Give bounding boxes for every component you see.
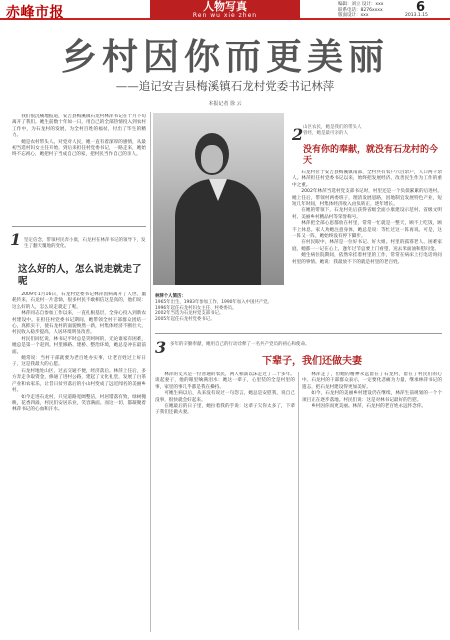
editor-info-line: 版面设计：xxx: [338, 13, 369, 18]
profile-line: 1965年出生，1983年参加工作，1990年加入中国共产党。: [155, 299, 272, 305]
byline: 本报记者 徐 云: [208, 101, 242, 107]
newspaper-logo: 赤峰市报: [6, 5, 64, 21]
intro-paragraph: 我们很沉痛地报道，安吉县梅溪镇石龙村林萍书记在十月下旬离开了我们。她生前数十年如一日，用自己的全部热情投入到农村工作中，为石龙村的发展，为全村百姓的福祉，付出了毕生的精力。: [12, 114, 146, 139]
editor-info: [338, 2, 383, 19]
divider: [12, 226, 146, 227]
section1-body: [12, 292, 146, 632]
section2-body: [292, 170, 442, 328]
section2-intro-line: 山区农民，她是我们的带头人: [303, 125, 362, 130]
body-paragraph: 在村民眼中，林萍是一位好书记、好大姐。村里的孤寡老人、困难家庭，她都一一记在心上，逢年过节总要上门看望，送去米面油和慰问金。: [292, 240, 442, 252]
intro-column: [12, 114, 146, 222]
portrait-photo: [153, 113, 284, 285]
body-paragraph: 可她生病以后，从来没有说过一句怨言。她总是安慰我，说自己没事，很快就会好起来。: [155, 391, 295, 403]
section3-intro: 多年的辛勤奉献，她用自己的行动诠释了一名共产党员的初心和使命。: [170, 342, 310, 347]
intro-paragraph: 她是农村带头人。对党对人民，她一直有着深厚的感情，从最初当选村妇女主任开始，到后来担任村党委书记，一路走来，她始终不忘初心，她把村子当成自己的家，把村民当作自己的亲人。: [12, 139, 146, 158]
section2-intro-line: 曾经，她是最可亲的人: [303, 130, 348, 136]
profile-line: 2005年起任石龙村党委书记。: [155, 317, 215, 323]
body-paragraph: 林萍走了，但她的精神永远留在了石龙村，留在了村民们的心中。石龙村的干部群众表示，一定要化悲痛为力量，继承林萍书记的遗志，把石龙村建设得更加美好。: [302, 372, 442, 390]
section-title: 人物写真: [203, 0, 247, 13]
section2-heading: 没有你的奉献，就没有石龙村的今天: [303, 145, 439, 166]
body-paragraph: 如今走进石龙村，只见道路宽阔整洁，村居错落有致，绿树掩映，花香四溢，村民们安居乐业，笑容满面。而这一切，都凝聚着林萍书记的心血和汗水。: [12, 394, 146, 413]
column-divider: [298, 372, 299, 630]
profile-line: 2002年当选为石龙村党支部书记。: [155, 311, 224, 317]
issue-date: 2013.1.15: [405, 13, 428, 18]
body-paragraph: 2002年林萍当选村党支部书记时，村里还是一个负债累累的后进村。她上任后，带领村两委班子，理清发展思路，因地制宜发展特色产业，短短几年时间，村集体经济收入由负转正，逐年增长。: [292, 189, 442, 208]
body-paragraph: 在她的带领下，石龙村先后获得省级全面小康建设示范村、省级文明村、美丽乡村精品村等荣誉称号。: [292, 208, 442, 220]
section-banner: [150, 0, 300, 20]
article-title: 乡村因你而更美丽: [60, 36, 389, 78]
body-paragraph: 如今，石龙村的美丽乡村建设仍在继续，林萍生前规划的一个个项目正在逐步落地。村民们说：这是对林书记最好的告慰。: [302, 391, 442, 403]
profile-line: 1996年起任石龙村妇女主任、村委委员。: [155, 305, 237, 311]
body-paragraph: 林萍同志自参加工作以来，一直扎根基层，全身心投入到新农村建设中。在担任村党委书记期间，她带领全村干部群众团结一心，真抓实干，使石龙村的面貌焕然一新，村集体经济不断壮大，村民收入稳步提高，人居环境明显改善。: [12, 311, 146, 336]
article-subtitle: ——追记安吉县梅溪镇石龙村党委书记林萍: [115, 79, 335, 93]
body-paragraph: 林萍的丈夫是一位普通的农民，两人相濡以沫走过了二十多年。谈起妻子，他的眼里噙满泪水：她这一辈子，心里装的全是村里的事，家里的事几乎都是我在操持。: [155, 372, 295, 390]
body-paragraph: 她生病住院期间，依然牵挂着村里的工作，常常在病床上打电话询问村里的事情。她说：我最放不下的就是村里的老百姓。: [292, 253, 442, 265]
profile-title: 林萍个人简历：: [155, 294, 186, 299]
section1-intro: 坚定信念，带领村民奔小康，石龙村在林萍书记的领导下，发生了翻天覆地的变化。: [24, 238, 146, 249]
section-number-3: 3: [155, 338, 167, 357]
page-number: 6: [416, 0, 426, 15]
body-paragraph: 乡村因你而更美丽。林萍，石龙村的老百姓永远怀念你。: [311, 404, 427, 410]
section2-intro: [303, 125, 362, 136]
editor-info-line: 联系电话：8276xxxx: [338, 7, 383, 13]
section1-heading: 这么好的人，怎么说走就走了呢: [18, 264, 142, 287]
column-divider: [150, 112, 151, 632]
profile-box: [155, 294, 290, 324]
body-paragraph: 在她最后的日子里，她拉着我的手说：这辈子欠你太多了，下辈子我们还做夫妻。: [155, 404, 295, 416]
body-paragraph: 石龙村位于安吉县梅溪镇南部，全村共有农户六百余户，人口两千余人。林萍担任村党委书记以来，始终把发展经济、改善民生作为工作的重中之重。: [292, 170, 442, 188]
section-number-2: 2: [292, 125, 304, 144]
section3-heading: 下辈子，我们还做夫妻: [262, 356, 362, 367]
editor-info-line: 编辑：刘立 设计：xxx: [338, 2, 384, 7]
body-paragraph: 2009年1月16日，石龙村党委书记林萍因病离开了人世。噩耗传来，石龙村一片悲恸，很多村民不敢相信这是真的，他们说：这么好的人，怎么说走就走了呢。: [12, 292, 146, 310]
divider: [155, 333, 442, 334]
section-number-1: 1: [10, 230, 22, 249]
section3-body-left: [155, 372, 295, 632]
body-paragraph: 她常说：当村干部就要为老百姓办实事，让老百姓过上好日子，这是我最大的心愿。: [12, 356, 146, 368]
section-pinyin: Ren wu xie zhen: [192, 12, 258, 19]
body-paragraph: 石龙村地处山区，过去交通不便，经济落后。林萍上任后，多方奔走争取资金，修通了进村公路，建起了文化礼堂，发展了白茶产业和农家乐，让昔日贫穷落后的小山村变成了远近闻名的美丽乡村。: [12, 368, 146, 394]
body-paragraph: 林萍把全部心思都放在村里，常常一忙就是一整天，顾不上吃饭，顾不上休息。家人劝她注意身体，她总是说：等忙过这一阵再说。可是，这一阵又一阵，她始终没有停下脚步。: [292, 221, 442, 240]
section3-body-right: [302, 372, 442, 632]
body-paragraph: 村民们回忆说，林书记平时总是笑呵呵的，无论谁家有困难，她总是第一个赶到。村里修路、建桥、整治环境，她总是冲在最前面。: [12, 336, 146, 355]
masthead: [0, 0, 450, 20]
